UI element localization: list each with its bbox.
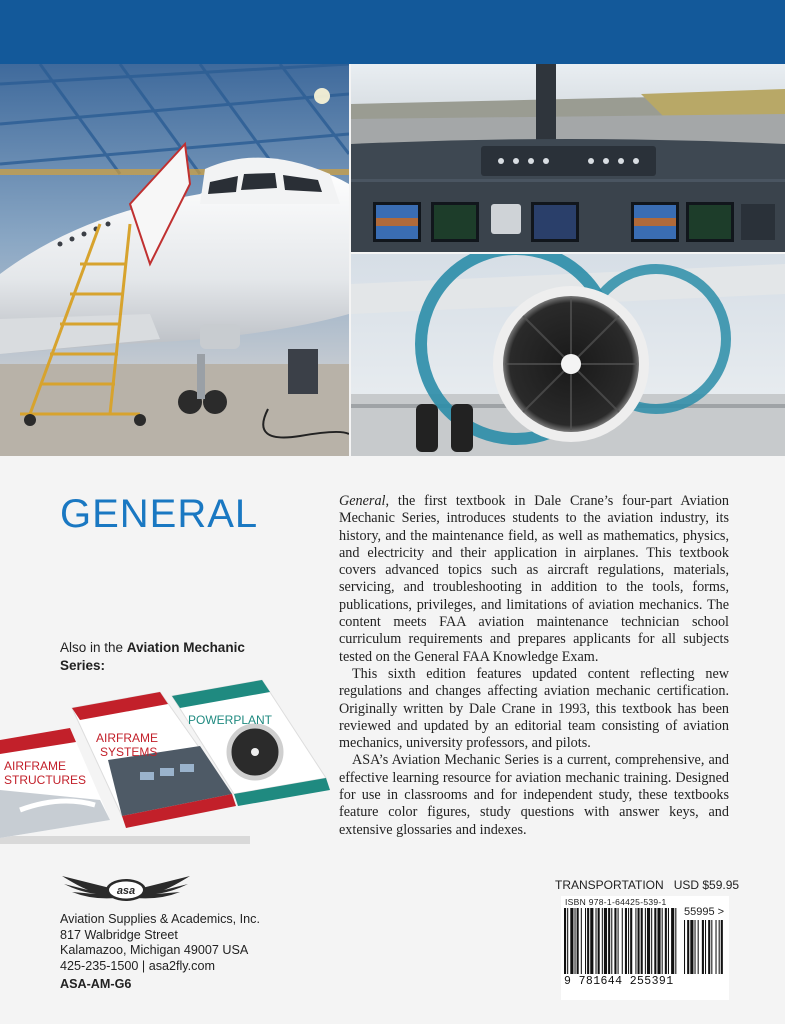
publisher-contact: 425-235-1500 | asa2fly.com xyxy=(60,958,215,973)
airframe-structures-line2: STRUCTURES xyxy=(4,773,87,787)
description-paragraph-3: ASA’s Aviation Mechanic Series is a current, comprehensive, and effective learning resource for aviation mechanic training. Designed for use in classrooms and for independent study, these textbooks feature color figures, study questions with answer keys, and extensive glossaries and indexes. xyxy=(339,752,729,838)
jet-engine-photo xyxy=(351,254,785,456)
price-label: USD $59.95 xyxy=(673,878,740,892)
description-text: , the first textbook in Dale Crane’s four-part Aviation Mechanic Series, introduces students to the aviation industry, its history, and the maintenance field, as well as mathematics, physics, and electricity and their application in airplanes. This textbook covers advanced topics such as aircraft regulations, materials, servicing, and troubleshooting in addition to the tools, forms, publications, privileges, and limitations of aviation mechanics. The content meets FAA aviation maintenance technician school curriculum requirements and prepares applicants for all subjects tested on the General FAA Knowledge Exam. xyxy=(339,493,729,665)
series-name: Aviation Mechanic Series: xyxy=(60,640,245,673)
top-color-band xyxy=(0,0,785,64)
book-title: GENERAL xyxy=(60,492,259,536)
airframe-structures-line1: AIRFRAME xyxy=(4,759,67,773)
isbn-number: ISBN 978-1-64425-539-1 xyxy=(565,897,667,907)
cockpit-photo xyxy=(351,64,785,252)
price-code: 55995 > xyxy=(684,906,725,918)
cover-photo-collage xyxy=(0,64,785,456)
publisher-name: Aviation Supplies & Academics, Inc. xyxy=(60,912,260,926)
series-books-image xyxy=(0,660,340,850)
price-line xyxy=(555,878,749,892)
airframe-systems-line1: AIRFRAME xyxy=(96,731,159,745)
description-paragraph-1 xyxy=(339,493,729,666)
publisher-address xyxy=(60,912,260,974)
hangar-airplane-photo xyxy=(0,64,349,456)
also-prefix: Also in the xyxy=(60,640,127,655)
product-code: ASA-AM-G6 xyxy=(60,977,132,991)
barcode xyxy=(564,908,726,976)
barcode-digits: 9 781644 255391 xyxy=(564,975,674,988)
book-description xyxy=(339,493,729,839)
asa-logo xyxy=(58,870,194,904)
category-label: TRANSPORTATION xyxy=(555,878,664,892)
asa-logo-text: asa xyxy=(116,885,136,897)
publisher-street: 817 Walbridge Street xyxy=(60,927,178,942)
description-lead-title: General xyxy=(339,493,386,509)
airframe-systems-line2: SYSTEMS xyxy=(100,745,158,759)
description-paragraph-2: This sixth edition features updated content reflecting new regulations and changes affecting aviation mechanic certification. Originally written by Dale Crane in 1993, this textbook has been reviewed and updated by an editorial team consisting of aviation mechanics, university professors, and pilots. xyxy=(339,665,729,752)
powerplant-title: POWERPLANT xyxy=(188,713,273,727)
publisher-city: Kalamazoo, Michigan 49007 USA xyxy=(60,943,249,957)
